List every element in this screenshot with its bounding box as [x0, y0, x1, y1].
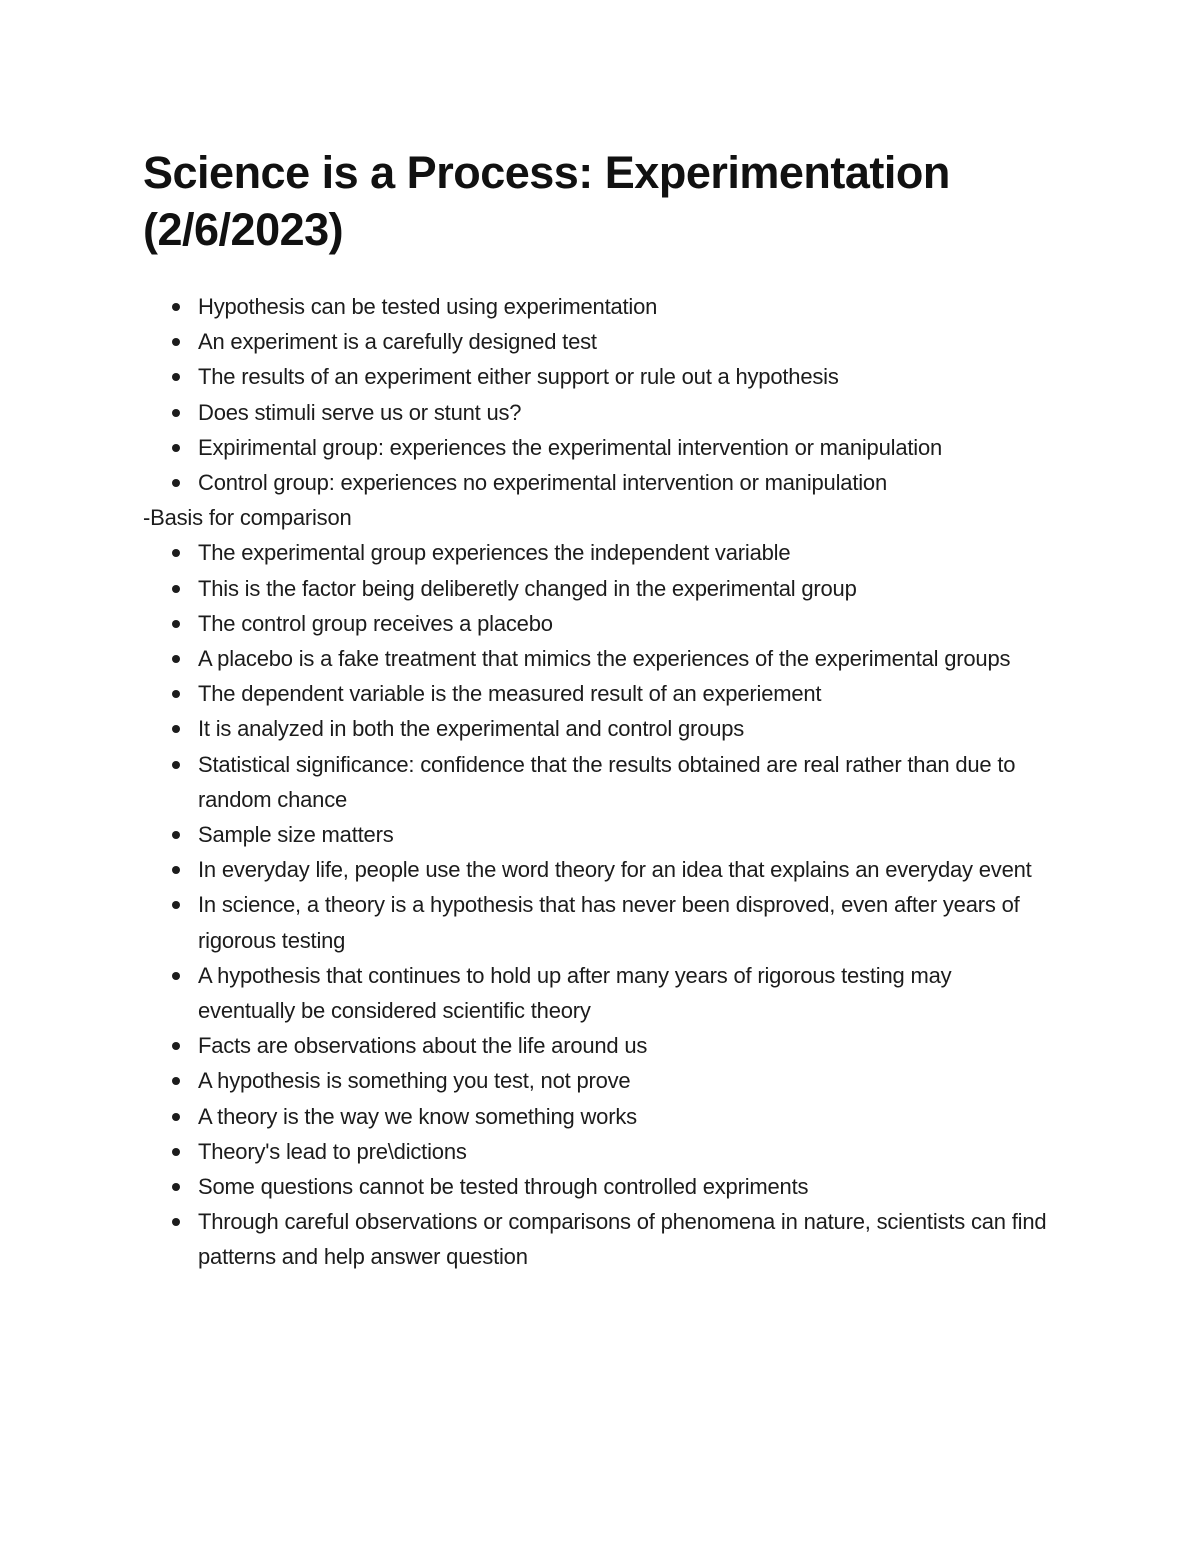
- list-item: Theory's lead to pre\dictions: [198, 1134, 1050, 1169]
- list-item: In science, a theory is a hypothesis that has never been disproved, even after years of rigorous testing: [198, 887, 1050, 957]
- list-item: The experimental group experiences the independent variable: [198, 535, 1050, 570]
- list-item: Through careful observations or comparisons of phenomena in nature, scientists can find patterns and help answer question: [198, 1204, 1050, 1274]
- list-item: The results of an experiment either support or rule out a hypothesis: [198, 359, 1050, 394]
- list-item: The dependent variable is the measured result of an experiement: [198, 676, 1050, 711]
- bullet-list-2: [143, 535, 1050, 1274]
- list-item: A theory is the way we know something works: [198, 1099, 1050, 1134]
- basis-note: -Basis for comparison: [143, 505, 352, 531]
- list-item: Some questions cannot be tested through controlled expriments: [198, 1169, 1050, 1204]
- list-item: Facts are observations about the life around us: [198, 1028, 1050, 1063]
- page-title: Science is a Process: Experimentation (2/6/2023): [143, 147, 950, 255]
- list-item: An experiment is a carefully designed test: [198, 324, 1050, 359]
- list-item: A placebo is a fake treatment that mimics the experiences of the experimental groups: [198, 641, 1050, 676]
- list-item: It is analyzed in both the experimental and control groups: [198, 711, 1050, 746]
- bullet-list-1: [143, 289, 1050, 500]
- list-item: Expirimental group: experiences the experimental intervention or manipulation: [198, 430, 1050, 465]
- list-item: Does stimuli serve us or stunt us?: [198, 395, 1050, 430]
- list-item: Control group: experiences no experimental intervention or manipulation: [198, 465, 1050, 500]
- list-item: In everyday life, people use the word theory for an idea that explains an everyday event: [198, 852, 1050, 887]
- list-item: Statistical significance: confidence that the results obtained are real rather than due to random chance: [198, 747, 1050, 817]
- list-item: Hypothesis can be tested using experimentation: [198, 289, 1050, 324]
- list-item: Sample size matters: [198, 817, 1050, 852]
- list-item: This is the factor being deliberetly changed in the experimental group: [198, 571, 1050, 606]
- notes-body: [143, 289, 1050, 1275]
- list-item: The control group receives a placebo: [198, 606, 1050, 641]
- list-item: A hypothesis is something you test, not prove: [198, 1063, 1050, 1098]
- list-item: A hypothesis that continues to hold up after many years of rigorous testing may eventually be considered scientific theory: [198, 958, 1050, 1028]
